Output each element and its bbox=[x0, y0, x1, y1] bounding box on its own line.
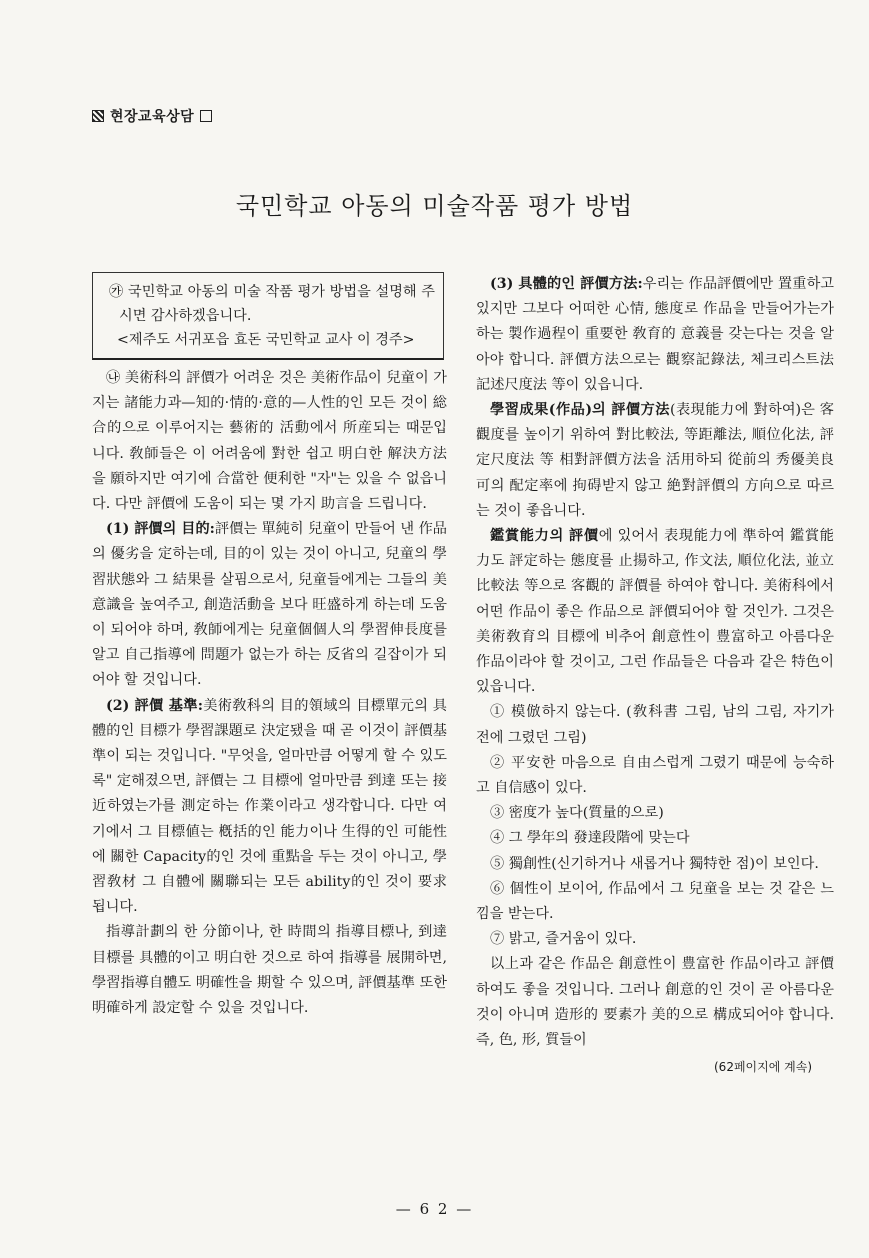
list-item: ③ 密度가 높다(質量的으로) bbox=[490, 805, 664, 822]
list-item: ① 模倣하지 않는다. (敎科書 그림, 남의 그림, 자기가 전에 그렸던 그림) bbox=[476, 704, 834, 746]
open-square-icon bbox=[200, 110, 212, 122]
section-header-label: 현장교육상담 bbox=[110, 109, 195, 125]
criteria-label: (2) 評價 基準: bbox=[106, 697, 203, 714]
paragraph-achievement bbox=[476, 398, 834, 524]
page-number: — 6 2 — bbox=[395, 1200, 474, 1218]
list-item: ⑤ 獨創性(신기하거나 새롭거나 獨特한 점)이 보인다. bbox=[490, 855, 819, 872]
filled-square-icon bbox=[92, 110, 104, 122]
method-label: (3) 具體的인 評價方法: bbox=[490, 276, 643, 292]
appreciation-text: 에 있어서 表現能力에 準하여 鑑賞能力도 評定하는 態度를 止揚하고, 作文法, 順位化法, 並立比較法 等으로 客觀的 評價를 하여야 합니다. 美術科에서 어떤 作品이 좋은 作品으로 評價되어야 할 것인가. 그것은 美術敎育의 目標에 비추어 創意性이 豊富하고 아름다운 作品이라야 할 것이고, 그런 作品들은 다음과 같은 特色이 있읍니다. bbox=[476, 528, 834, 696]
method-text: 우리는 作品評價에만 置重하고 있지만 그보다 어떠한 心情, 態度로 作品을 만들어가는가 하는 製作過程이 重要한 敎育的 意義를 갖는다는 것을 알아야 합니다. 評價方法으로는 觀察記錄法, 체크리스트法 記述尺度法 等이 있읍니다. bbox=[476, 276, 834, 393]
paragraph-criteria bbox=[92, 694, 447, 921]
right-column bbox=[476, 272, 834, 1081]
list-item: ② 平安한 마음으로 自由스럽게 그렸기 때문에 능숙하고 自信感이 있다. bbox=[476, 754, 834, 797]
paragraph-purpose bbox=[92, 517, 447, 693]
paragraph-method bbox=[476, 272, 834, 398]
question-box bbox=[92, 272, 444, 360]
left-column bbox=[92, 272, 447, 1021]
section-header bbox=[92, 106, 212, 126]
question-text: ㉮ 국민학교 아동의 미술 작품 평가 방법을 설명해 주시면 감사하겠읍니다. bbox=[109, 284, 435, 324]
list-item: ⑦ 밝고, 즐거움이 있다. bbox=[490, 931, 637, 948]
answer-intro: ㉯ 美術科의 評價가 어려운 것은 美術作品이 兒童이 가지는 諸能力과—知的·情的·意的—人性的인 모든 것이 総合的으로 이루어지는 藝術的 活動에서 所産되는 때문입니다. 敎師들은 이 어려움에 對한 쉽고 明白한 解決方法을 願하지만 여기에 合當한 便利한 "자"는 있을 수 없읍니다. 다만 評價에 도움이 되는 몇 가지 助言을 드립니다. bbox=[92, 370, 447, 513]
paragraph-conclusion: 以上과 같은 作品은 創意性이 豊富한 作品이라고 評價하여도 좋을 것입니다. 그러나 創意的인 것이 곧 아름다운 것이 아니며 造形的 要素가 美的으로 構成되어야 합니다. 즉, 色, 形, 質들이 bbox=[476, 956, 834, 1049]
list-item: ⑥ 個性이 보이어, 作品에서 그 兒童을 보는 것 같은 느낌을 받는다. bbox=[476, 880, 834, 923]
paragraph-appreciation bbox=[476, 524, 834, 700]
achievement-text: (表現能力에 對하여)은 客觀度를 높이기 위하여 對比較法, 等距離法, 順位化法, 評定尺度法 等 相對評價方法을 活用하되 從前의 秀優美良可의 配定率에 拘碍받지 않고 絶對評價의 方向으로 따르는 것이 좋읍니다. bbox=[476, 402, 834, 519]
continued-note: (62페이지에 계속) bbox=[714, 1060, 812, 1075]
article-title: 국민학교 아동의 미술작품 평가 방법 bbox=[235, 192, 634, 220]
paragraph-planning: 指導計劃의 한 分節이나, 한 時間의 指導目標나, 到達目標를 具體的이고 明白한 것으로 하여 指導를 展開하면, 學習指導自體도 明確性을 期할 수 있으며, 評價基準 또한 明確하게 設定할 수 있을 것입니다. bbox=[92, 924, 447, 1017]
criteria-text: 美術敎科의 目的領域의 目標單元의 具體的인 目標가 學習課題로 決定됐을 때 곧 이것이 評價基準이 되는 것입니다. "무엇을, 얼마만큼 어떻게 할 수 있도록" 定해졌으면, 評價는 그 目標에 얼마만큼 到達 또는 接近하였는가를 測定하는 作業이라고 생각합니다. 다만 여기에서 그 目標値는 槪括的인 能力이나 生得的인 可能性에 關한 Capacity的인 것에 重點을 두는 것이 아니고, 學習敎材 그 自體에 關聯되는 모든 ability的인 것이 要求됩니다. bbox=[92, 697, 447, 916]
purpose-text: 評價는 單純히 兒童이 만들어 낸 作品의 優劣을 定하는데, 目的이 있는 것이 아니고, 兒童의 學習狀態와 그 結果를 살핌으로서, 兒童들에게는 그들의 美意識을 높여주고, 創造活動을 보다 旺盛하게 하는데 도움이 되어야 하며, 敎師에게는 兒童個個人의 學習伸長度를 알고 自己指導에 問題가 없는가 하는 反省의 길잡이가 되어야 할 것입니다. bbox=[92, 521, 447, 689]
purpose-label: (1) 評價의 目的: bbox=[106, 521, 215, 538]
achievement-label: 學習成果(作品)의 評價方法 bbox=[490, 402, 670, 419]
question-author: <제주도 서귀포읍 효돈 국민학교 교사 이 경주> bbox=[117, 332, 415, 348]
list-item: ④ 그 學年의 發達段階에 맞는다 bbox=[490, 830, 690, 847]
appreciation-label: 鑑賞能力의 評價 bbox=[490, 528, 599, 545]
